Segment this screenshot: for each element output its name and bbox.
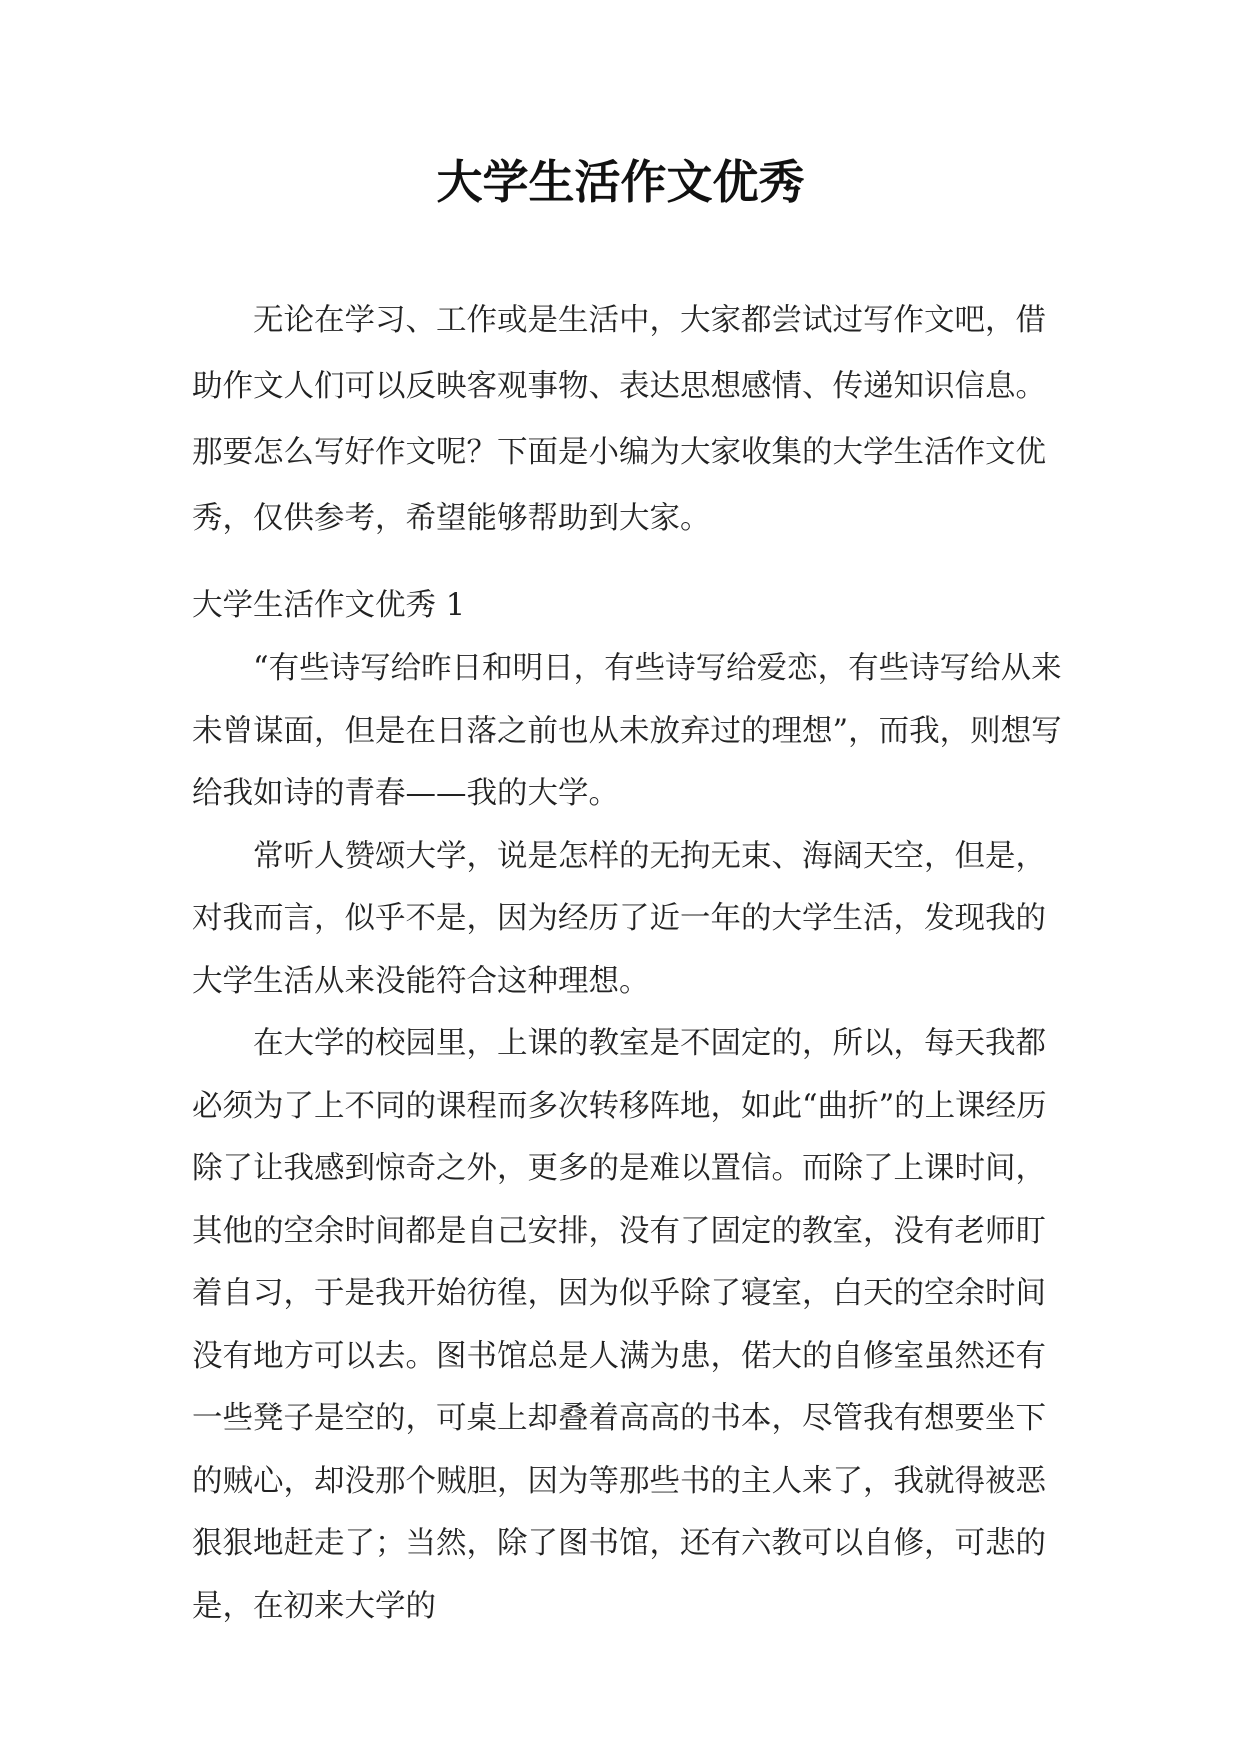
essay-paragraph: 在大学的校园里，上课的教室是不固定的，所以，每天我都必须为了上不同的课程而多次转移阵地，如此“曲折”的上课经历除了让我感到惊奇之外，更多的是难以置信。而除了上课时间，其他的空余时间都是自己安排，没有了固定的教室，没有老师盯着自习，于是我开始彷徨，因为似乎除了寝室，白天的空余时间没有地方可以去。图书馆总是人满为患，偌大的自修室虽然还有一些凳子是空的，可桌上却叠着高高的书本，尽管我有想要坐下的贼心，却没那个贼胆，因为等那些书的主人来了，我就得被恶狠狠地赶走了；当然，除了图书馆，还有六教可以自修，可悲的是，在初来大学的	[192, 1026, 1047, 1624]
essay-body	[192, 638, 1062, 1638]
document-title: 大学生活作文优秀	[436, 155, 805, 209]
section-heading: 大学生活作文优秀 1	[192, 588, 466, 623]
essay-paragraph: “有些诗写给昨日和明日，有些诗写给爱恋，有些诗写给从来未曾谋面，但是在日落之前也从未放弃过的理想”，而我，则想写给我如诗的青春——我的大学。	[192, 651, 1062, 811]
intro-paragraph: 无论在学习、工作或是生活中，大家都尝试过写作文吧，借助作文人们可以反映客观事物、表达思想感情、传递知识信息。那要怎么写好作文呢？下面是小编为大家收集的大学生活作文优秀，仅供参考，希望能够帮助到大家。	[192, 303, 1046, 536]
essay-paragraph: 常听人赞颂大学，说是怎样的无拘无束、海阔天空，但是，对我而言，似乎不是，因为经历了近一年的大学生活，发现我的大学生活从来没能符合这种理想。	[192, 838, 1046, 999]
